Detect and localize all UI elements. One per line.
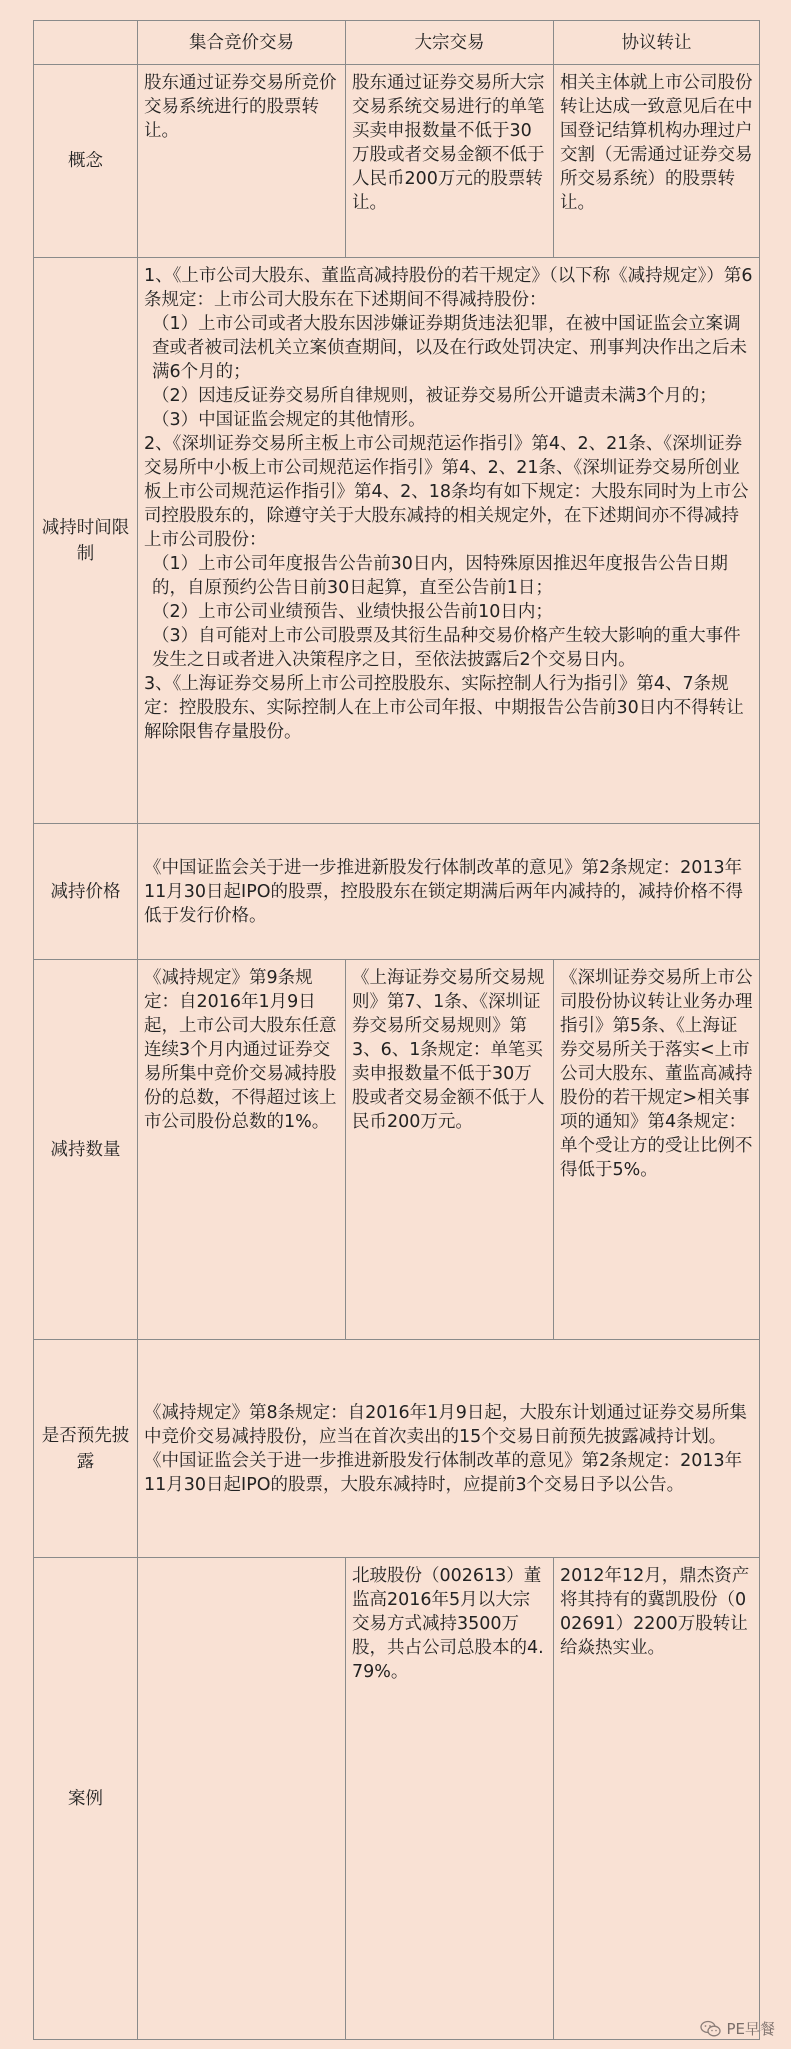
- time-rule-1-item-2: （2）因违反证券交易所自律规则，被证券交易所公开谴责未满3个月的；: [152, 386, 717, 406]
- case-block-trade: 北玻股份（002613）董监高2016年5月以大宗交易方式减持3500万股，共占公司总股本的4.79%。: [346, 1558, 554, 2040]
- disclosure-rule-1: 《减持规定》第8条规定：自2016年1月9日起，大股东计划通过证券交易所集中竞价交易减持股份，应当在首次卖出的15个交易日前预先披露减持计划。: [144, 1402, 747, 1447]
- concept-block-trade: 股东通过证券交易所大宗交易系统交易进行的单笔买卖申报数量不低于30万股或者交易金额不低于人民币200万元的股票转让。: [346, 65, 554, 258]
- row-label-quantity: 减持数量: [34, 960, 138, 1340]
- row-price: [34, 824, 760, 960]
- row-time-limit: [34, 258, 760, 824]
- header-auction: 集合竞价交易: [138, 21, 346, 65]
- wechat-icon: [700, 2020, 722, 2038]
- case-agreement-transfer: 2012年12月，鼎杰资产将其持有的冀凯股份（002691）2200万股转让给焱热实业。: [554, 1558, 760, 2040]
- time-rule-2-item-3: （3）自可能对上市公司股票及其衍生品种交易价格产生较大影响的重大事件发生之日或者进入决策程序之日，至依法披露后2个交易日内。: [152, 626, 741, 670]
- time-rule-2: 2、《深圳证券交易所主板上市公司规范运作指引》第4、2、21条、《深圳证券交易所中小板上市公司规范运作指引》第4、2、21条、《深圳证券交易所创业板上市公司规范运作指引》第4、2、18条均有如下规定：大股东同时为上市公司控股股东的，除遵守关于大股东减持的相关规定外，在下述期间亦不得减持上市公司股份：: [144, 434, 749, 550]
- time-limit-rules: [138, 258, 760, 824]
- price-rule: 《中国证监会关于进一步推进新股发行体制改革的意见》第2条规定：2013年11月30日起IPO的股票，控股股东在锁定期满后两年内减持的，减持价格不得低于发行价格。: [138, 824, 760, 960]
- row-disclosure: [34, 1340, 760, 1558]
- row-cases: [34, 1558, 760, 2040]
- concept-auction: 股东通过证券交易所竞价交易系统进行的股票转让。: [138, 65, 346, 258]
- row-label-cases: 案例: [34, 1558, 138, 2040]
- corner-cell: [34, 21, 138, 65]
- row-concept: [34, 65, 760, 258]
- time-rule-2-item-1: （1）上市公司年度报告公告前30日内，因特殊原因推迟年度报告公告日期的，自原预约公告日前30日起算，直至公告前1日；: [152, 554, 728, 598]
- disclosure-rules: [138, 1340, 760, 1558]
- quantity-block-trade: 《上海证券交易所交易规则》第7、1条、《深圳证券交易所交易规则》第3、6、1条规定：单笔买卖申报数量不低于30万股或者交易金额不低于人民币200万元。: [346, 960, 554, 1340]
- row-label-time-limit: 减持时间限制: [34, 258, 138, 824]
- time-rule-2-item-2: （2）上市公司业绩预告、业绩快报公告前10日内；: [152, 602, 553, 622]
- time-rule-1: 1、《上市公司大股东、董监高减持股份的若干规定》（以下称《减持规定》）第6条规定：上市公司大股东在下述期间不得减持股份：: [144, 266, 753, 310]
- case-auction: [138, 1558, 346, 2040]
- time-rule-1-item-1: （1）上市公司或者大股东因涉嫌证券期货违法犯罪，在被中国证监会立案调查或者被司法机关立案侦查期间，以及在行政处罚决定、刑事判决作出之后未满6个月的；: [152, 314, 747, 382]
- header-agreement-transfer: 协议转让: [554, 21, 760, 65]
- row-label-concept: 概念: [34, 65, 138, 258]
- concept-agreement-transfer: 相关主体就上市公司股份转让达成一致意见后在中国登记结算机构办理过户交割（无需通过证券交易所交易系统）的股票转让。: [554, 65, 760, 258]
- quantity-agreement-transfer: 《深圳证券交易所上市公司股份协议转让业务办理指引》第5条、《上海证券交易所关于落实<上市公司大股东、董监高减持股份的若干规定>相关事项的通知》第4条规定：单个受让方的受让比例不得低于5%。: [554, 960, 760, 1340]
- disclosure-rule-2: 《中国证监会关于进一步推进新股发行体制改革的意见》第2条规定：2013年11月30日起IPO的股票，大股东减持时，应提前3个交易日予以公告。: [144, 1450, 743, 1495]
- watermark-text: PE早餐: [726, 2020, 775, 2038]
- row-label-disclosure: 是否预先披露: [34, 1340, 138, 1558]
- row-label-price: 减持价格: [34, 824, 138, 960]
- row-quantity: [34, 960, 760, 1340]
- watermark: [700, 2018, 775, 2039]
- time-rule-3: 3、《上海证券交易所上市公司控股股东、实际控制人行为指引》第4、7条规定：控股股东、实际控制人在上市公司年报、中期报告公告前30日内不得转让解除限售存量股份。: [144, 674, 744, 742]
- time-rule-1-item-3: （3）中国证监会规定的其他情形。: [152, 410, 426, 430]
- comparison-table: [33, 20, 760, 2040]
- header-block-trade: 大宗交易: [346, 21, 554, 65]
- quantity-auction: 《减持规定》第9条规定：自2016年1月9日起，上市公司大股东任意连续3个月内通过证券交易所集中竞价交易减持股份的总数，不得超过该上市公司股份总数的1%。: [138, 960, 346, 1340]
- header-row: [34, 21, 760, 65]
